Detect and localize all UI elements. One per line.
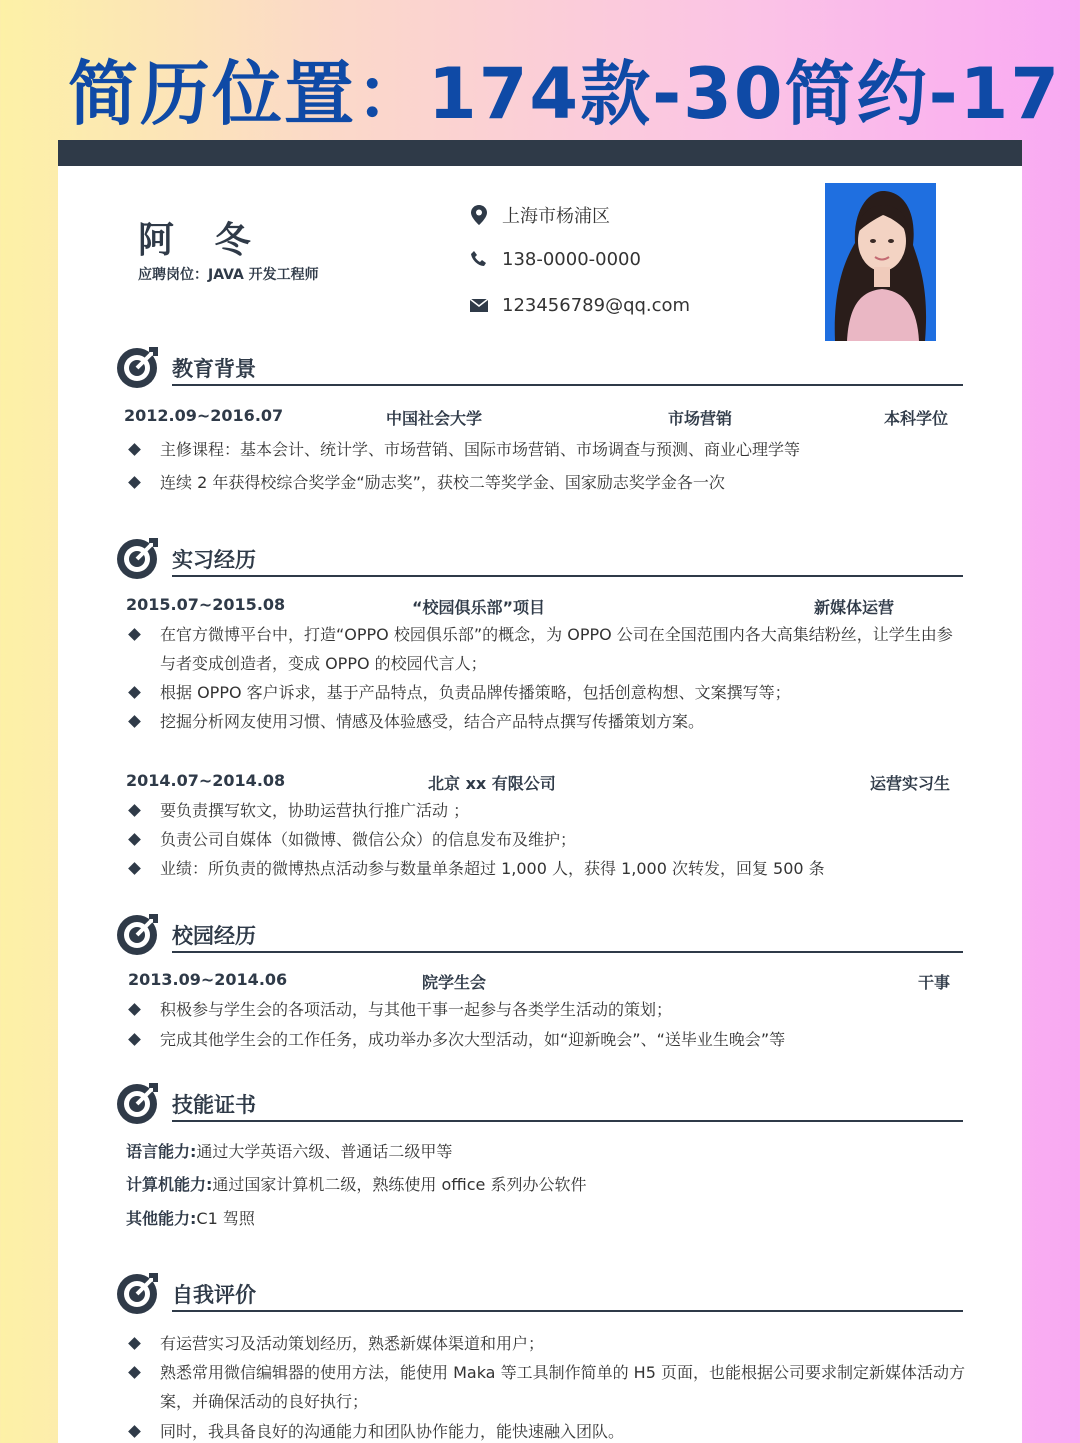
mail-icon <box>468 294 490 316</box>
profile-photo <box>825 183 936 341</box>
job-org: “校园俱乐部”项目 <box>412 598 546 617</box>
job-row <box>126 771 948 793</box>
skill-value: 通过国家计算机二级，熟练使用 office 系列办公软件 <box>212 1175 587 1194</box>
phone-text: 138-0000-0000 <box>502 248 641 270</box>
campus-row <box>126 970 948 992</box>
job-bullet: 负责公司自媒体（如微博、微信公众）的信息发布及维护； <box>128 825 968 854</box>
edu-bullet: 连续 2 年获得校综合奖学金“励志奖”，获校二等奖学金、国家励志奖学金各一次 <box>128 468 968 497</box>
job-role: 新媒体运营 <box>814 598 895 617</box>
skill-label: 其他能力: <box>126 1209 197 1228</box>
self-eval-bullet: 有运营实习及活动策划经历，熟悉新媒体渠道和用户； <box>128 1329 968 1358</box>
skill-label: 语言能力: <box>126 1142 197 1161</box>
job-bullet: 挖掘分析网友使用习惯、情感及体验感受，结合产品特点撰写传播策划方案。 <box>128 707 968 736</box>
job-bullet: 在官方微博平台中，打造“OPPO 校园俱乐部”的概念，为 OPPO 公司在全国范围内各大高集结粉丝，让学生由参与者变成创造者，变成 OPPO 的校园代言人； <box>128 620 968 678</box>
self-eval-bullet: 同时，我具备良好的沟通能力和团队协作能力，能快速融入团队。 <box>128 1417 968 1443</box>
campus-bullet: 积极参与学生会的各项活动，与其他干事一起参与各类学生活动的策划； <box>128 995 968 1024</box>
section-title: 自我评价 <box>172 1283 256 1307</box>
skill-item <box>126 1172 586 1195</box>
target-icon <box>116 1271 160 1315</box>
job-row <box>126 595 948 617</box>
section-divider <box>172 1310 963 1312</box>
campus-bullet: 完成其他学生会的工作任务，成功举办多次大型活动，如“迎新晚会”、“送毕业生晚会”等 <box>128 1025 968 1054</box>
section-title: 教育背景 <box>172 357 256 381</box>
section-divider <box>172 384 963 386</box>
edu-bullet: 主修课程：基本会计、统计学、市场营销、国际市场营销、市场调查与预测、商业心理学等 <box>128 435 968 464</box>
job-period: 2015.07~2015.08 <box>126 595 286 614</box>
edu-degree: 本科学位 <box>883 409 948 428</box>
job-period: 2014.07~2014.08 <box>126 771 286 790</box>
campus-org: 院学生会 <box>422 973 487 992</box>
target-icon <box>116 912 160 956</box>
section-divider <box>172 1120 963 1122</box>
resume-top-bar <box>58 140 1022 166</box>
job-org: 北京 xx 有限公司 <box>428 774 556 793</box>
skill-item <box>126 1139 452 1162</box>
campus-role: 干事 <box>917 973 950 992</box>
edu-period: 2012.09~2016.07 <box>124 406 284 425</box>
job-bullet: 业绩：所负责的微博热点活动参与数量单条超过 1,000 人，获得 1,000 次转发，回复 500 条 <box>128 854 968 883</box>
section-title: 校园经历 <box>172 924 256 948</box>
location-text: 上海市杨浦区 <box>502 206 610 227</box>
section-campus <box>116 912 963 958</box>
campus-period: 2013.09~2014.06 <box>128 970 288 989</box>
candidate-name: 阿 冬 <box>138 220 265 261</box>
contact-phone <box>468 248 641 270</box>
resume-paper <box>58 140 1022 1443</box>
section-education <box>116 345 963 391</box>
section-divider <box>172 951 963 953</box>
target-icon <box>116 1081 160 1125</box>
skill-label: 计算机能力: <box>126 1175 213 1194</box>
section-title: 技能证书 <box>172 1093 256 1117</box>
section-divider <box>172 575 963 577</box>
phone-icon <box>468 248 490 270</box>
contact-location <box>468 202 610 228</box>
applied-position: 应聘岗位：JAVA 开发工程师 <box>138 267 319 283</box>
skill-value: C1 驾照 <box>196 1209 255 1228</box>
job-bullet: 根据 OPPO 客户诉求，基于产品特点，负责品牌传播策略，包括创意构想、文案撰写等； <box>128 678 968 707</box>
section-skills <box>116 1081 963 1127</box>
location-pin-icon <box>468 204 490 226</box>
job-bullet: 要负责撰写软文，协助运营执行推广活动 ； <box>128 796 968 825</box>
job-role: 运营实习生 <box>869 774 950 793</box>
contact-email <box>468 294 690 316</box>
target-icon <box>116 345 160 389</box>
section-internship <box>116 536 963 582</box>
education-row <box>126 406 948 428</box>
section-self-eval <box>116 1271 963 1317</box>
email-text: 123456789@qq.com <box>502 294 691 316</box>
self-eval-bullet: 熟悉常用微信编辑器的使用方法，能使用 Maka 等工具制作简单的 H5 页面，也能根据公司要求制定新媒体活动方案，并确保活动的良好执行； <box>128 1358 968 1416</box>
edu-major: 市场营销 <box>668 409 733 428</box>
skill-item <box>126 1206 255 1229</box>
edu-school: 中国社会大学 <box>386 409 483 428</box>
skill-value: 通过大学英语六级、普通话二级甲等 <box>196 1142 453 1161</box>
section-title: 实习经历 <box>172 548 256 572</box>
banner-title: 简历位置：174款-30简约-17 <box>68 53 1062 135</box>
target-icon <box>116 536 160 580</box>
